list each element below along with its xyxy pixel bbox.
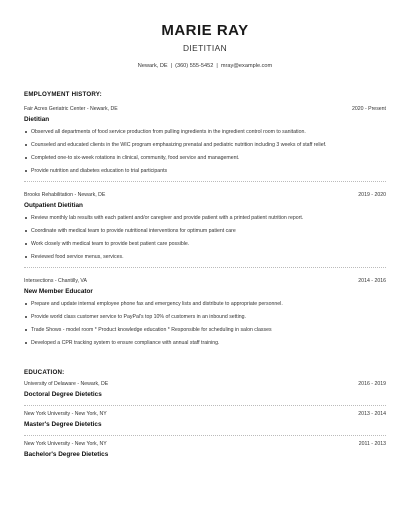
- education-dates: 2011 - 2013: [358, 441, 386, 447]
- job-bullet: Review monthly lab results with each patient and/or caregiver and provide patient with a printed patient nutrition report.: [24, 215, 386, 222]
- job-bullet: Prepare and update internal employee phone fax and emergency lists and distribute to appropriate personnel.: [24, 301, 386, 308]
- contact-separator: |: [216, 63, 218, 69]
- job-employer: Fair Acres Geriatric Center - Newark, DE: [24, 106, 118, 112]
- job-employer: Brooks Rehabilitation - Newark, DE: [24, 192, 106, 198]
- job-bullets: [24, 129, 386, 175]
- job-bullet: Work closely with medical team to provide best patient care possible.: [24, 241, 386, 248]
- education-school: New York University - New York, NY: [24, 411, 107, 417]
- section-divider: [24, 181, 386, 182]
- job-entry: [24, 278, 386, 347]
- job-entry: [24, 192, 386, 261]
- job-bullets: [24, 301, 386, 347]
- education-school: University of Delaware - Newark, DE: [24, 381, 109, 387]
- job-bullets: [24, 215, 386, 261]
- section-divider: [24, 405, 386, 406]
- job-role: Dietitian: [24, 116, 50, 123]
- education-entry: [24, 411, 386, 429]
- employment-heading: EMPLOYMENT HISTORY:: [24, 91, 102, 98]
- contact-line: [24, 63, 386, 69]
- job-entry: [24, 106, 386, 175]
- contact-phone: (360) 555-5452: [175, 63, 214, 69]
- section-divider: [24, 435, 386, 436]
- job-dates: 2020 - Present: [351, 106, 386, 112]
- candidate-name: MARIE RAY: [161, 22, 249, 39]
- job-bullet: Developed a CPR tracking system to ensure compliance with annual staff training.: [24, 340, 386, 347]
- job-bullet: Trade Shows - model room * Product knowledge education * Responsible for scheduling in salon classes: [24, 327, 386, 334]
- candidate-title: DIETITIAN: [182, 43, 228, 53]
- education-degree: Master's Degree Dietetics: [24, 421, 102, 428]
- job-dates: 2014 - 2016: [358, 278, 386, 284]
- job-role: Outpatient Dietitian: [24, 202, 83, 209]
- education-entry: [24, 441, 386, 459]
- contact-separator: |: [170, 63, 173, 69]
- job-employer: Intersections - Chantilly, VA: [24, 278, 87, 284]
- contact-email: mray@example.com: [220, 63, 273, 69]
- section-divider: [24, 267, 386, 268]
- education-dates: 2016 - 2019: [358, 381, 386, 387]
- job-bullet: Coordinate with medical team to provide nutritional interventions for optimum patient care: [24, 228, 386, 235]
- job-dates: 2019 - 2020: [358, 192, 386, 198]
- job-bullet: Completed one-to six-week rotations in clinical, community, food service and management.: [24, 155, 386, 162]
- job-role: New Member Educator: [24, 288, 93, 295]
- job-bullet: Observed all departments of food service production from pulling ingredients in the ingredient control room to sanitation.: [24, 129, 386, 136]
- education-entry: [24, 381, 386, 399]
- education-degree: Doctoral Degree Dietetics: [24, 391, 102, 398]
- education-dates: 2013 - 2014: [358, 411, 386, 417]
- job-bullet: Provide nutrition and diabetes education to trial participants: [24, 168, 386, 175]
- education-school: New York University - New York, NY: [24, 441, 107, 447]
- job-bullet: Reviewed food service menus, services.: [24, 254, 386, 261]
- job-bullet: Counseled and educated clients in the WIC program emphasizing prenatal and pediatric nutrition including 3 weeks of staff relief.: [24, 142, 386, 149]
- education-heading: EDUCATION:: [24, 369, 65, 376]
- job-bullet: Provide world class customer service to PayPal's top 10% of customers in an inbound setting.: [24, 314, 386, 321]
- contact-location: Newark, DE: [137, 63, 168, 69]
- education-degree: Bachelor's Degree Dietetics: [24, 451, 109, 458]
